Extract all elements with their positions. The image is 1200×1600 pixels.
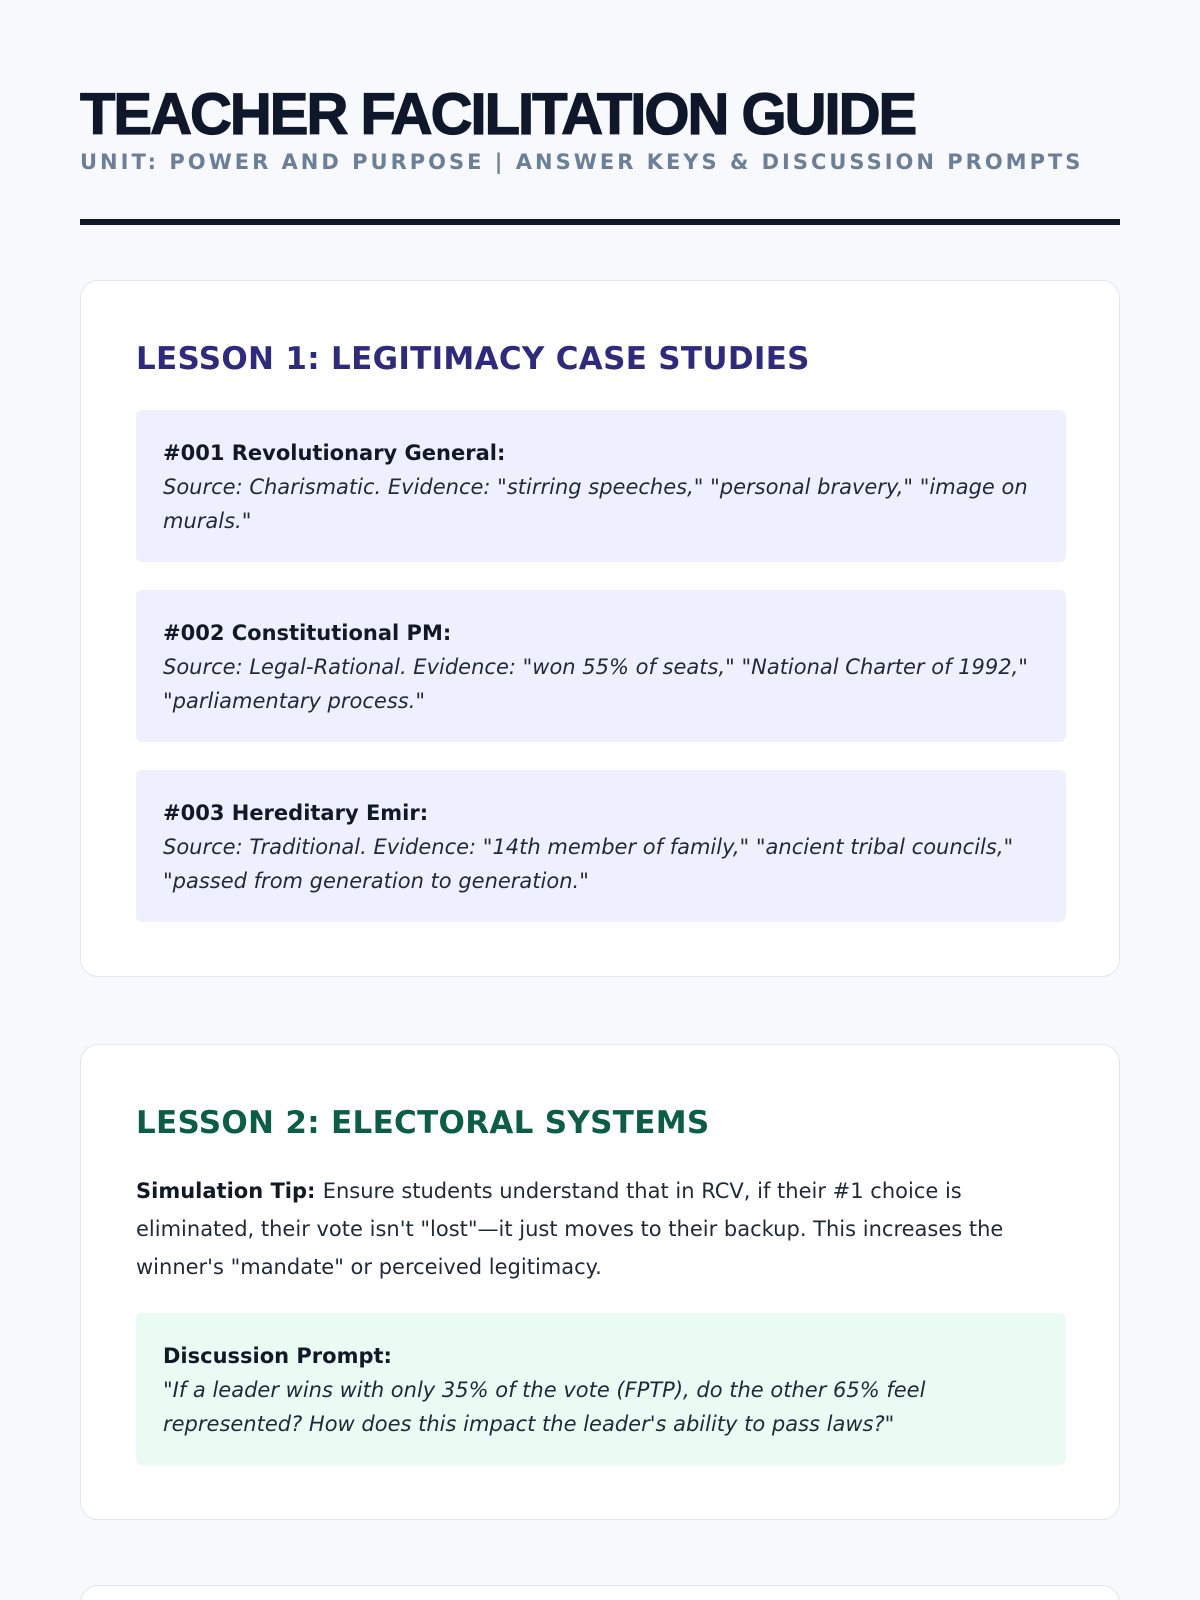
page-title: TEACHER FACILITATION GUIDE — [80, 82, 916, 147]
lesson-1-card — [80, 280, 1120, 977]
page-subtitle: UNIT: POWER AND PURPOSE | ANSWER KEYS & DISCUSSION PROMPTS — [80, 150, 1084, 174]
case-study-003 — [136, 770, 1066, 922]
discussion-prompt-label: Discussion Prompt: — [163, 1344, 392, 1368]
case-study-answer: Source: Legal-Rational. Evidence: "won 55% of seats," "National Charter of 1992," "parliamentary process." — [163, 655, 1028, 713]
case-study-answer: Source: Traditional. Evidence: "14th member of family," "ancient tribal councils," "passed from generation to generation." — [163, 835, 1014, 893]
header — [80, 0, 1120, 174]
lesson-2-title: LESSON 2: ELECTORAL SYSTEMS — [136, 1105, 710, 1141]
case-study-002 — [136, 590, 1066, 742]
lesson-1-title: LESSON 1: LEGITIMACY CASE STUDIES — [136, 341, 810, 377]
simulation-tip-label: Simulation Tip: — [136, 1179, 323, 1203]
case-study-name: #002 Constitutional PM: — [163, 621, 452, 645]
simulation-tip — [136, 1172, 1066, 1286]
discussion-prompt — [136, 1313, 1066, 1465]
case-study-name: #001 Revolutionary General: — [163, 441, 506, 465]
lesson-2-card — [80, 1044, 1120, 1520]
case-study-answer: Source: Charismatic. Evidence: "stirring speeches," "personal bravery," "image on murals." — [163, 475, 1028, 533]
simulation-tip-text: Ensure students understand that in RCV, if their #1 choice is eliminated, their vote isn't "lost"—it just moves to their backup. This increases the winner's "mandate" or perceived legitimacy. — [136, 1179, 1004, 1279]
case-study-name: #003 Hereditary Emir: — [163, 801, 429, 825]
discussion-prompt-text: "If a leader wins with only 35% of the vote (FPTP), do the other 65% feel represented? How does this impact the leader's ability to pass laws?" — [163, 1378, 926, 1436]
case-study-001 — [136, 410, 1066, 562]
lesson-3-card — [80, 1585, 1120, 1600]
header-divider — [80, 219, 1120, 225]
